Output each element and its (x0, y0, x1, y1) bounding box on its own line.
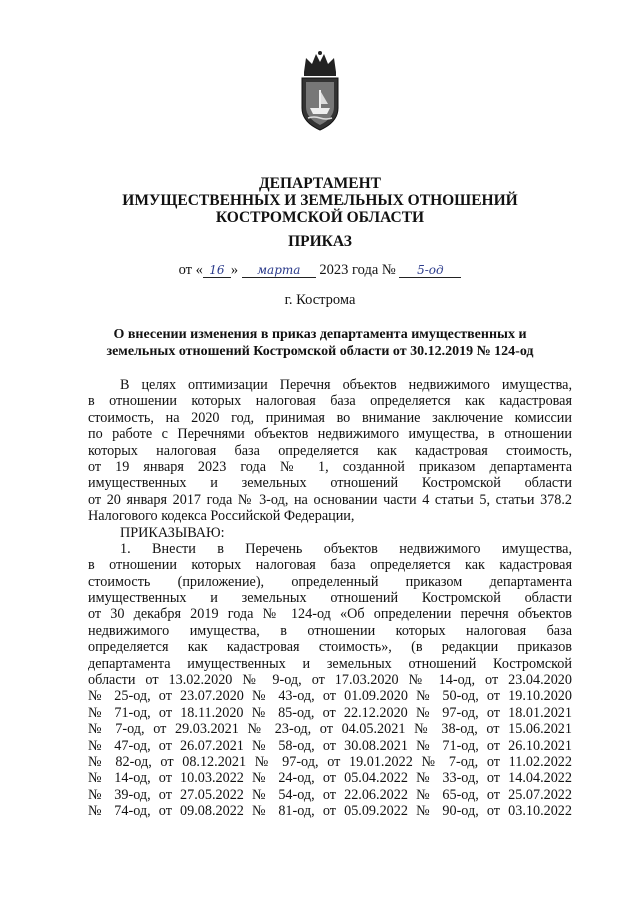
body-line: от 19 января 2023 года № 1, созданной приказом департамента (88, 458, 572, 475)
body-line: в отношении которых налоговая база определяется как кадастровая (88, 557, 572, 574)
handwritten-order-number: 5-од (399, 263, 461, 278)
kostroma-coat-of-arms-icon (296, 50, 344, 132)
body-line: от 20 января 2017 года № 3-од, на основании части 4 статьи 5, статьи 378.2 (88, 491, 572, 508)
body-line: в отношении которых налоговая база определяется как кадастровая (88, 393, 572, 410)
body-line: стоимость (приложение), определенный приказом департамента (88, 573, 572, 590)
body-line: области от 13.02.2020 № 9-од, от 17.03.2020 № 14-од, от 23.04.2020 (88, 672, 572, 689)
date-quote-close: » (230, 262, 239, 278)
date-prefix: от « (178, 262, 203, 278)
body-line: № 14-од, от 10.03.2022 № 24-од, от 05.04.2022 № 33-од, от 14.04.2022 (88, 770, 572, 787)
body-line: В целях оптимизации Перечня объектов недвижимого имущества, (120, 377, 572, 393)
body-line: имущественных и земельных отношений Костромской области (88, 590, 572, 607)
body-line: № 25-од, от 23.07.2020 № 43-од, от 01.09.2020 № 50-од, от 19.10.2020 (88, 688, 572, 705)
handwritten-day: 16 (203, 263, 231, 278)
handwritten-month: марта (242, 263, 316, 278)
body-line: которых налоговая база определяется как кадастровая стоимость, (88, 442, 572, 459)
body-line: по работе с Перечнями объектов недвижимого имущества, в отношении (88, 426, 572, 443)
order-date-line (0, 262, 640, 279)
body-line: от 30 декабря 2019 года № 124-од «Об определении перечня объектов (88, 606, 572, 623)
body-line: Налогового кодекса Российской Федерации, (88, 508, 355, 525)
city-name: г. Кострома (284, 292, 356, 308)
body-line: № 71-од, от 18.11.2020 № 85-од, от 22.12.2020 № 97-од, от 18.01.2021 (88, 704, 572, 721)
order-subject-line: О внесении изменения в приказ департамента имущественных и (113, 327, 527, 342)
body-line: № 47-од, от 26.07.2021 № 58-од, от 30.08.2021 № 71-од, от 26.10.2021 (88, 737, 572, 754)
department-name-line: КОСТРОМСКОЙ ОБЛАСТИ (215, 209, 425, 226)
order-body-text (88, 377, 572, 820)
body-line: № 7-од, от 29.03.2021 № 23-од, от 04.05.2021 № 38-од, от 15.06.2021 (88, 721, 572, 738)
document-type-title: ПРИКАЗ (288, 233, 352, 250)
body-line-order-word: ПРИКАЗЫВАЮ: (120, 524, 225, 541)
body-line: определяется как кадастровая стоимость», (в редакции приказов (88, 639, 572, 656)
department-name-line: ИМУЩЕСТВЕННЫХ И ЗЕМЕЛЬНЫХ ОТНОШЕНИЙ (122, 192, 518, 209)
body-line: № 39-од, от 27.05.2022 № 54-од, от 22.06.2022 № 65-од, от 25.07.2022 (88, 786, 572, 803)
body-line: 1. Внести в Перечень объектов недвижимого имущества, (120, 540, 572, 557)
body-line: департамента имущественных и земельных отношений Костромской (88, 655, 572, 672)
body-line: № 82-од, от 08.12.2021 № 97-од, от 19.01.2022 № 7-од, от 11.02.2022 (88, 753, 572, 770)
body-line: имущественных и земельных отношений Костромской области (88, 475, 572, 492)
body-line: недвижимого имущества, в отношении которых налоговая база (88, 622, 572, 639)
date-year-text: 2023 года № (319, 262, 396, 278)
body-line: стоимость, на 2020 год, принимая во внимание заключение комиссии (88, 409, 572, 426)
body-line: № 74-од, от 09.08.2022 № 81-од, от 05.09.2022 № 90-од, от 03.10.2022 (88, 803, 572, 820)
order-subject-line: земельных отношений Костромской области от 30.12.2019 № 124-од (106, 344, 534, 359)
department-name-line: ДЕПАРТАМЕНТ (258, 175, 382, 192)
